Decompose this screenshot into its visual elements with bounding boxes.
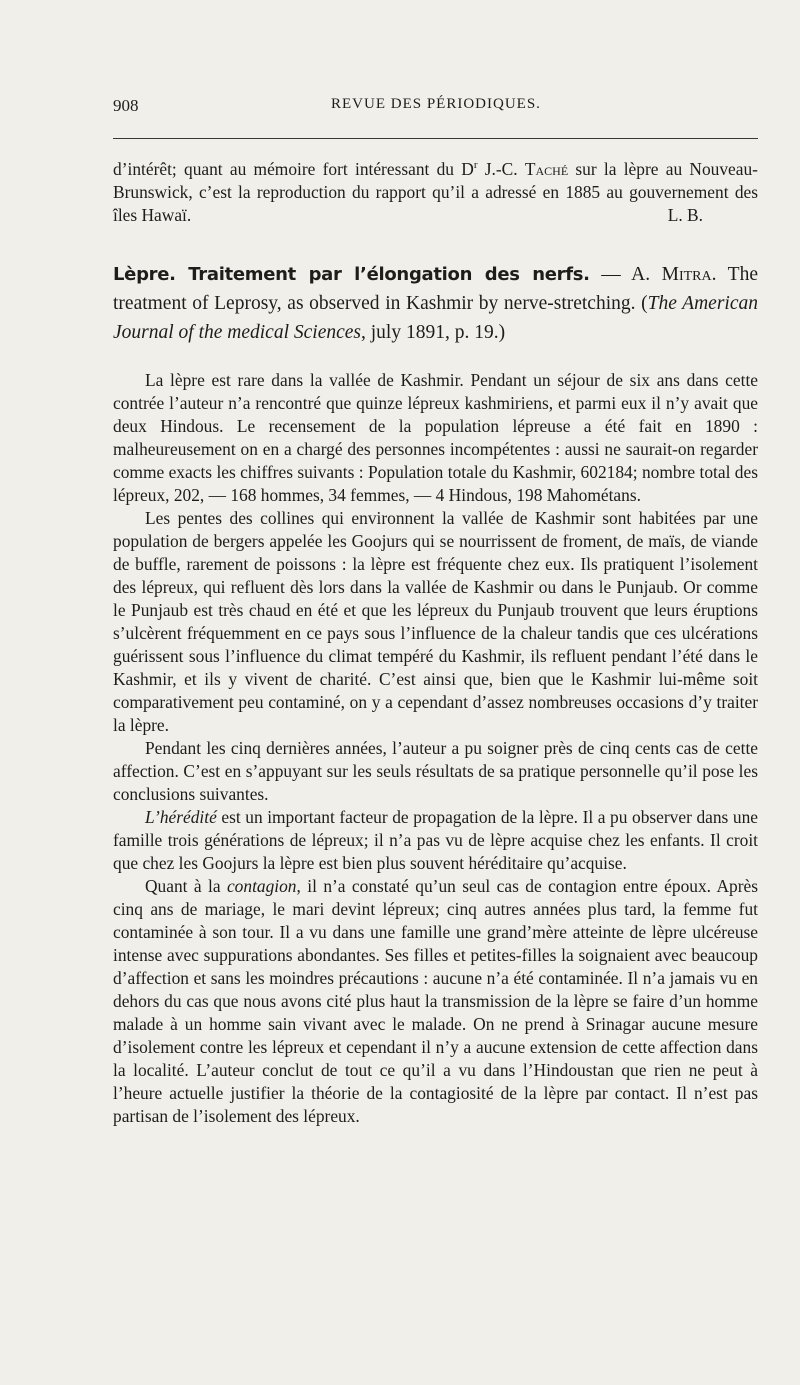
- intro-author: Taché: [524, 158, 569, 179]
- paragraph-5: [113, 875, 758, 1128]
- page-number: 908: [113, 96, 139, 115]
- contagion-term: contagion: [226, 875, 297, 896]
- intro-signature: L. B.: [667, 204, 703, 225]
- journal-open: (: [641, 292, 648, 314]
- paragraph-4-text: est un important facteur de propagation de la lèpre. Il a pu observer dans une famille trois générations de lépreux; il n’a pas vu de lèpre acquise chez les enfants. Il croit que chez les Goojurs la lèpre est bien plus souvent héréditaire qu’acquise.: [113, 806, 758, 873]
- page-header: [113, 96, 758, 124]
- header-rule: [113, 138, 758, 139]
- paragraph-3: Pendant les cinq dernières années, l’auteur a pu soigner près de cinq cents cas de cette affection. C’est en s’appuyant sur les seuls résultats de sa pratique personnelle qu’il pose les conclusions suivantes.: [113, 737, 758, 804]
- intro-paragraph: [113, 154, 758, 227]
- running-title: REVUE DES PÉRIODIQUES.: [331, 96, 541, 112]
- paragraph-1: La lèpre est rare dans la vallée de Kashmir. Pendant un séjour de six ans dans cette contrée l’auteur n’a rencontré que quinze lépreux kashmiriens, et parmi eux il n’y avait que deux Hindous. Le recensement de la population lépreuse a été fait en 1890 : malheureusement on en a chargé des personnes incompétentes : aussi ne saurait-on regarder comme exacts les chiffres suivants : Population totale du Kashmir, 602184; nombre total des lépreux, 202, — 168 hommes, 34 femmes, — 4 Hindous, 198 Mahométans.: [113, 369, 758, 505]
- paragraph-4: [113, 806, 758, 875]
- intro-text-b: J.-C.: [477, 158, 525, 179]
- page-body: [113, 154, 758, 1128]
- journal-citation: , july 1891, p. 19.): [361, 321, 506, 343]
- article-dash: — A.: [589, 263, 662, 285]
- intro-superscript: r: [473, 159, 478, 171]
- article-english-title: . The treatment of Leprosy, as observed in Kashmir by nerve-stretching.: [113, 263, 758, 314]
- intro-text-c: sur la lèpre au Nouveau-Brunswick, c’est la reproduction du rapport qu’il a adressé en 1885 au gouvernement des îles Hawaï.: [113, 158, 758, 225]
- paragraph-5-start: Quant à la: [145, 875, 227, 896]
- article-heading: [113, 260, 758, 347]
- paragraph-2: Les pentes des collines qui environnent la vallée de Kashmir sont habitées par une population de bergers appelée les Goojurs qui se nourrissent de froment, de maïs, de viande de buffle, rarement de poissons : la lèpre est fréquente chez eux. Ils pratiquent l’isolement des lépreux, qui refluent dès lors dans la vallée de Kashmir ou dans le Punjaub. Or comme le Punjaub est très chaud en été et que les lépreux du Punjaub trouvent que leurs éruptions s’ulcèrent fréquemment en ce pays sous l’influence de la chaleur tandis que ces ulcérations guérissent sous l’influence du climat tempéré du Kashmir, ils refluent pendant l’été dans le Kashmir, et ils y vivent de charité. C’est ainsi que, bien que le Kashmir lui-même soit comparativement peu contaminé, on y a cependant d’assez nombreuses occasions d’y traiter la lèpre.: [113, 507, 758, 735]
- journal-name: The American Journal of the medical Sciences: [113, 292, 758, 343]
- paragraph-5-text: , il n’a constaté qu’un seul cas de contagion entre époux. Après cinq ans de mariage, le mari devint lépreux; cinq autres années plus tard, la femme fut contaminée à son tour. Il a vu dans une famille une grand’mère atteinte de lèpre ulcéreuse intense avec suppurations abondantes. Ses filles et petites-filles la soignaient avec beaucoup d’affection et sans les moindres précautions : aucune n’a été contaminée. Il n’a jamais vu en dehors du cas que nous avons cité plus haut la transmission de la lèpre se faire d’un homme malade à un homme sain vivant avec le malade. On ne prend à Srinagar aucune mesure d’isolement contre les lépreux et cependant il n’y a aucune extension de cette affection dans la localité. L’auteur conclut de tout ce qu’il a vu dans l’Hindoustan que rien ne peut à l’heure actuelle justifier la théorie de la contagiosité de la lèpre par contact. Il n’est pas partisan de l’isolement des lépreux.: [113, 875, 758, 1126]
- article-author: Mitra: [661, 263, 712, 285]
- article-title: Lèpre. Traitement par l’élongation des nerfs.: [113, 263, 590, 285]
- intro-text-a: d’intérêt; quant au mémoire fort intéressant du D: [113, 158, 474, 179]
- heredite-term: L’hérédité: [145, 806, 217, 827]
